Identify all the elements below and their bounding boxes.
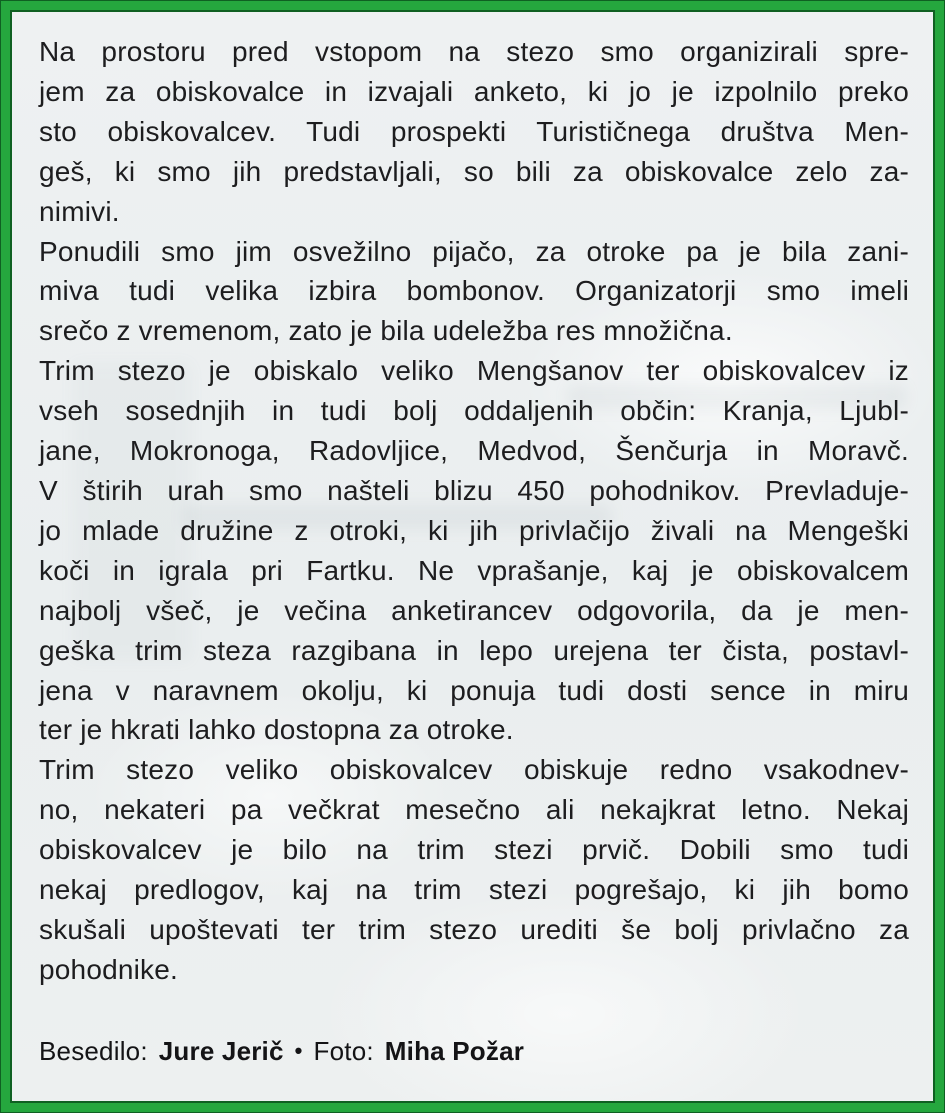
scanned-page xyxy=(10,10,935,1103)
article-text xyxy=(39,32,909,990)
photo-author-name: Miha Požar xyxy=(384,1036,525,1066)
text-line: Ponudili smo jim osvežilno pijačo, za otroke pa je bila zani- xyxy=(39,235,909,267)
text-line: najbolj všeč, je večina anketirancev odgovorila, da je men- xyxy=(39,594,909,626)
text-line: geška trim steza razgibana in lepo urejena ter čista, postavl- xyxy=(39,634,909,666)
photo-label: Foto: xyxy=(313,1036,374,1066)
paragraph xyxy=(39,32,909,232)
text-line: Na prostoru pred vstopom na stezo smo organizirali spre- xyxy=(39,36,909,67)
text-line: V štirih urah smo našteli blizu 450 pohodnikov. Prevladuje- xyxy=(39,474,909,506)
credit-label: Besedilo: xyxy=(39,1036,148,1066)
text-line: srečo z vremenom, zato je bila udeležba res množična. xyxy=(39,315,733,347)
paragraph xyxy=(39,750,909,989)
text-line: pohodnike. xyxy=(39,953,179,985)
text-line: nekaj predlogov, kaj na trim stezi pogrešajo, ki jih bomo xyxy=(39,874,909,906)
text-line: skušali upoštevati ter trim stezo urediti še bolj privlačno za xyxy=(39,913,909,945)
text-line: geš, ki smo jih predstavljali, so bili za obiskovalce zelo za- xyxy=(39,155,909,187)
text-line: sto obiskovalcev. Tudi prospekti Turističnega društva Men- xyxy=(39,115,909,147)
text-line: no, nekateri pa večkrat mesečno ali nekajkrat letno. Nekaj xyxy=(39,794,909,826)
text-line: vseh sosednjih in tudi bolj oddaljenih občin: Kranja, Ljubl- xyxy=(39,395,909,427)
credit-line xyxy=(39,1036,909,1081)
text-line: obiskovalcev je bilo na trim stezi prvič. Dobili smo tudi xyxy=(39,834,909,866)
text-line: jena v naravnem okolju, ki ponuja tudi dosti sence in miru xyxy=(39,674,909,706)
text-line: Trim stezo veliko obiskovalcev obiskuje redno vsakodnev- xyxy=(39,754,909,786)
text-line: jo mlade družine z otroki, ki jih privlačijo živali na Mengeški xyxy=(39,514,909,546)
text-line: jane, Mokronoga, Radovljice, Medvod, Šenčurja in Moravč. xyxy=(39,435,909,467)
credit-author-name: Jure Jerič xyxy=(158,1036,284,1066)
paragraph xyxy=(39,351,909,750)
text-line: koči in igrala pri Fartku. Ne vprašanje, kaj je obiskovalcem xyxy=(39,554,909,586)
text-line: ter je hkrati lahko dostopna za otroke. xyxy=(39,714,514,746)
separator-dot-icon: • xyxy=(294,1038,303,1063)
text-line: miva tudi velika izbira bombonov. Organizatorji smo imeli xyxy=(39,275,909,307)
paragraph xyxy=(39,232,909,352)
text-line: Trim stezo je obiskalo veliko Mengšanov ter obiskovalcev iz xyxy=(39,355,909,387)
text-line: jem za obiskovalce in izvajali anketo, ki jo je izpolnilo preko xyxy=(39,75,909,107)
text-line: nimivi. xyxy=(39,195,120,227)
